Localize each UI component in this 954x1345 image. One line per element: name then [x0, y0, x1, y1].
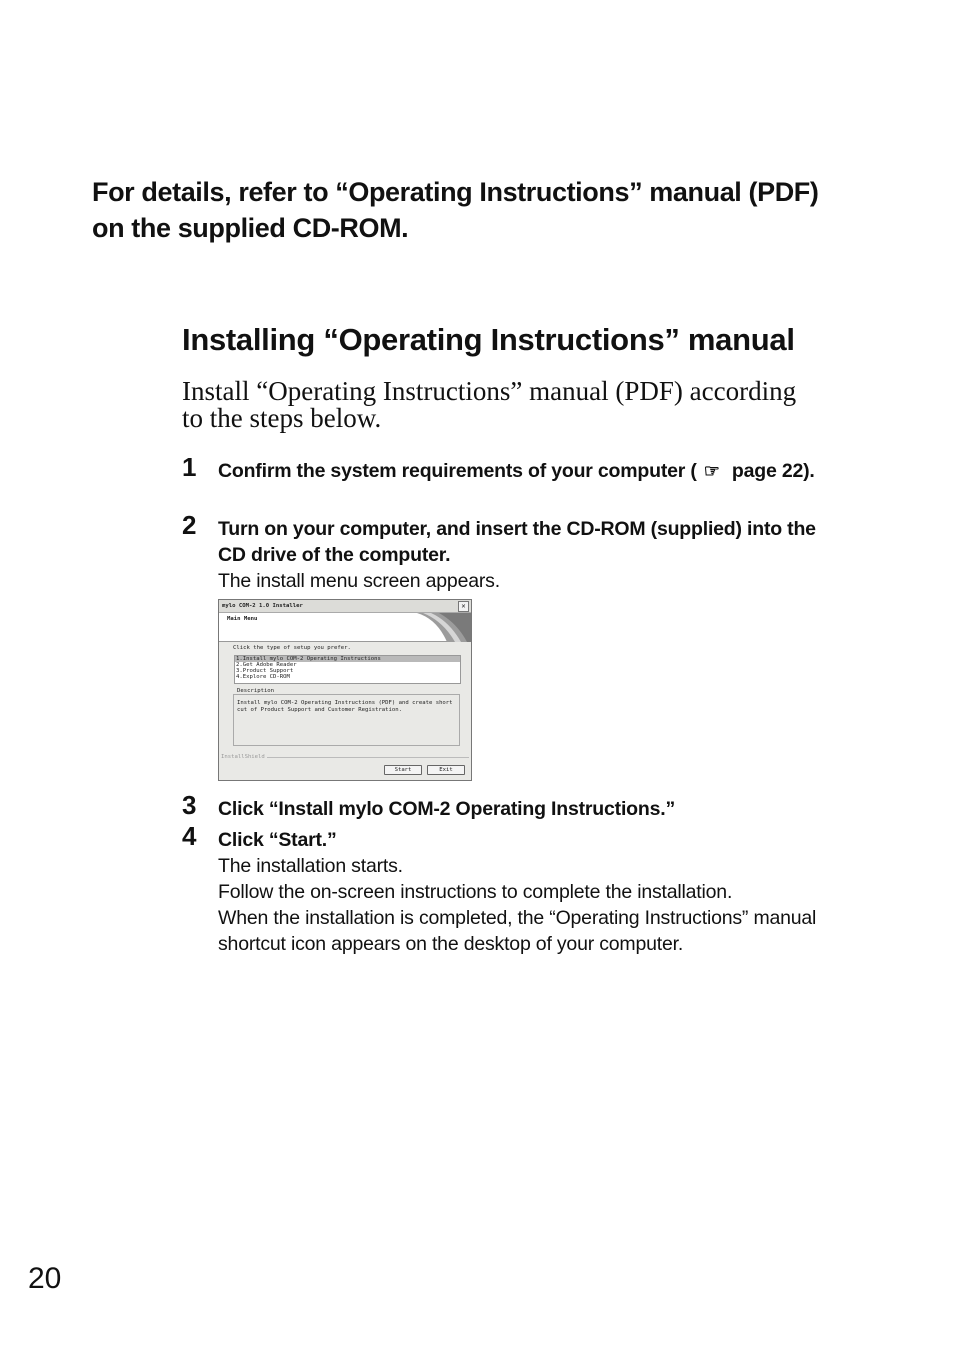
step-4: [182, 821, 842, 957]
installer-titlebar: [219, 600, 471, 613]
start-button[interactable]: Start: [384, 765, 422, 775]
page-number: 20: [28, 1262, 62, 1295]
step-instruction: Confirm the system requirements of your computer ( ☞ page 22).: [218, 460, 815, 482]
exit-button[interactable]: Exit: [427, 765, 465, 775]
step-1: [182, 452, 842, 484]
step-3: [182, 790, 842, 822]
list-item[interactable]: 1.Install mylo COM-2 Operating Instructions: [235, 656, 460, 662]
installer-header-title: Main Menu: [227, 616, 258, 622]
installer-title: mylo COM-2 1.0 Installer: [222, 603, 303, 609]
installer-prompt: Click the type of setup you prefer.: [233, 645, 351, 651]
step-note: The install menu screen appears.: [218, 570, 500, 592]
step-instruction: Click “Install mylo COM-2 Operating Instructions.”: [218, 798, 675, 820]
list-item[interactable]: 3.Product Support: [236, 668, 294, 674]
setup-options-list[interactable]: [234, 655, 461, 684]
step-instruction: Click “Start.”: [218, 829, 337, 851]
swoosh-graphic: [417, 613, 471, 642]
description-label: Description: [237, 688, 275, 694]
description-text: Install mylo COM-2 Operating Instructions (PDF) and create short cut of Product Support and Customer Registration.: [237, 700, 453, 713]
installer-screenshot: [218, 599, 472, 781]
description-box: [233, 694, 460, 746]
step-note: Follow the on-screen instructions to complete the installation.: [218, 881, 733, 903]
list-item[interactable]: 2.Get Adobe Reader: [236, 662, 297, 668]
lead-text: Install “Operating Instructions” manual (PDF) according to the steps below.: [182, 376, 797, 433]
pointing-hand-icon: ☞: [703, 461, 720, 481]
step-number: 4: [182, 821, 197, 851]
installer-header: [219, 613, 471, 642]
list-item[interactable]: 4.Explore CD-ROM: [236, 674, 290, 680]
step-number: 2: [182, 510, 197, 540]
step-note: When the installation is completed, the “Operating Instructions” manual shortcut icon appears on the desktop of your computer.: [218, 907, 817, 955]
intro-note: For details, refer to “Operating Instructions” manual (PDF) on the supplied CD-ROM.: [92, 177, 819, 243]
close-icon[interactable]: ✕: [458, 601, 469, 612]
step-2: [182, 510, 842, 594]
section-title: Installing “Operating Instructions” manual: [182, 322, 795, 357]
step-note: The installation starts.: [218, 855, 403, 877]
step-number: 1: [182, 452, 197, 482]
step-instruction: Turn on your computer, and insert the CD-ROM (supplied) into the CD drive of the computer.: [218, 518, 816, 566]
installshield-label: InstallShield: [221, 754, 265, 760]
step-number: 3: [182, 790, 197, 820]
